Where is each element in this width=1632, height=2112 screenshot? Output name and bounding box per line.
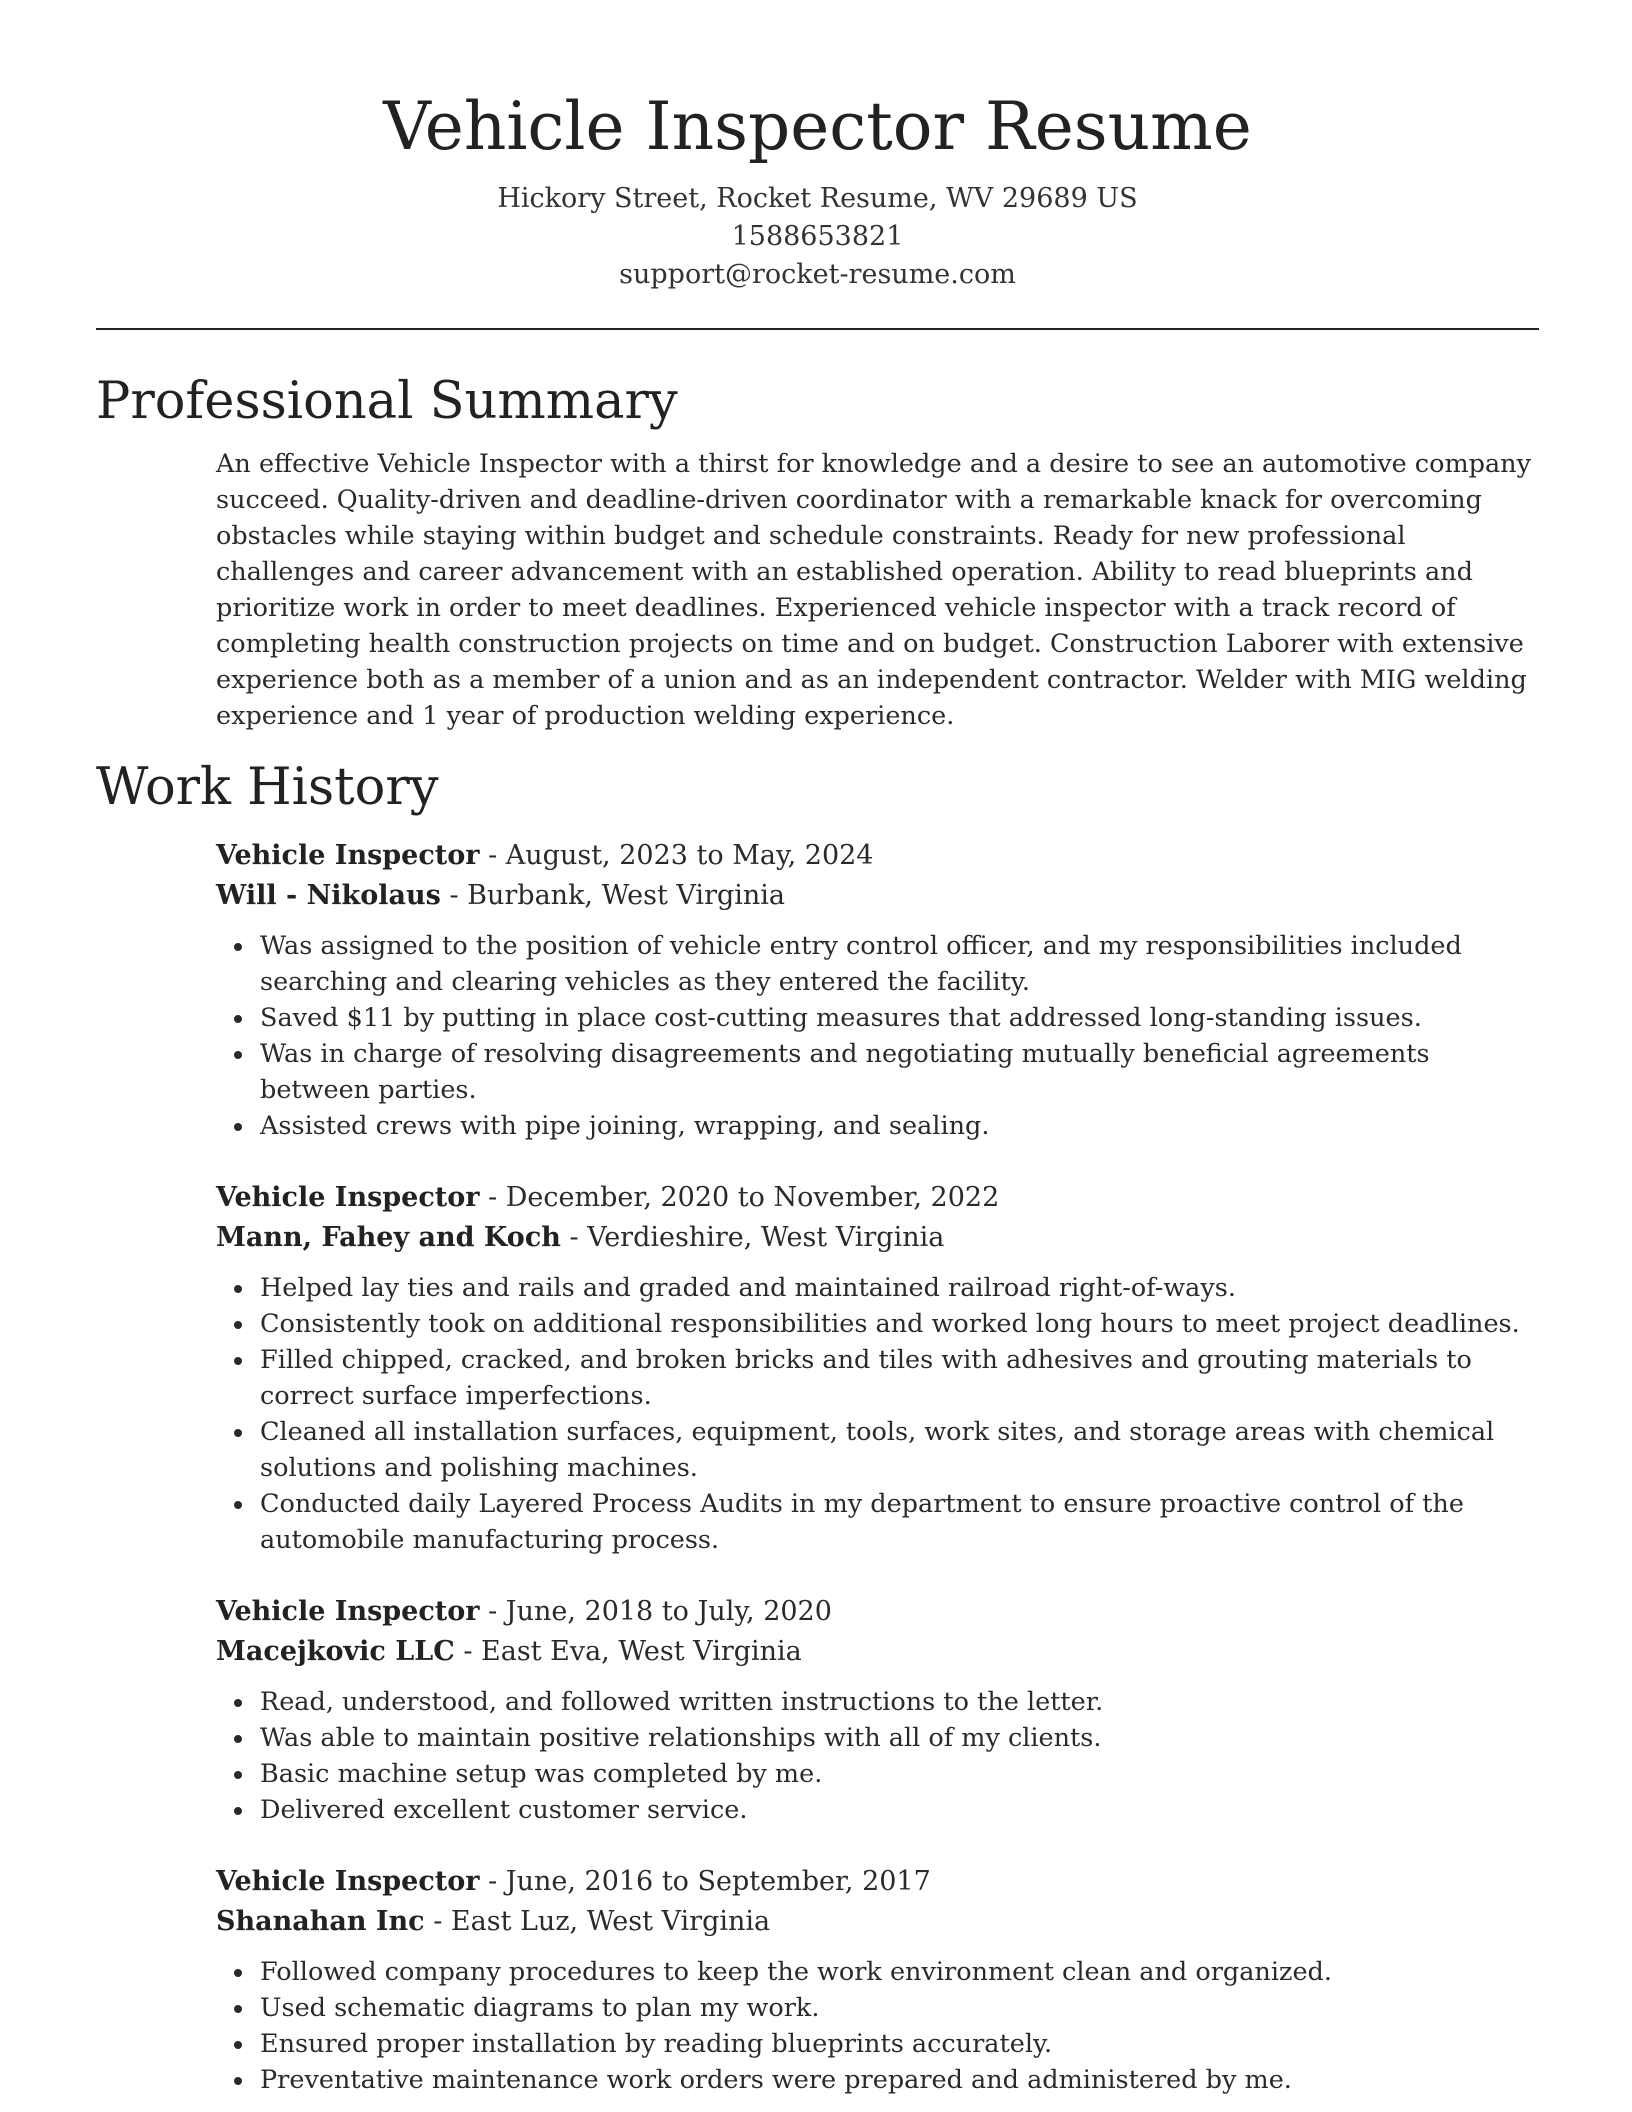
job-separator: - <box>479 1866 506 1897</box>
job-dates: June, 2016 to September, 2017 <box>505 1866 931 1897</box>
job-role: Vehicle Inspector <box>216 1596 480 1627</box>
resume-page <box>96 0 1539 2098</box>
job-bullet: Helped lay ties and rails and graded and maintained railroad right-of-ways. <box>260 1270 1536 1306</box>
header-divider <box>96 328 1539 330</box>
job-title-line <box>216 836 1536 876</box>
work-history-heading: Work History <box>96 758 439 817</box>
job-bullet: Filled chipped, cracked, and broken bricks and tiles with adhesives and grouting materials to correct surface imperfections. <box>260 1342 1536 1414</box>
summary-section <box>216 446 1536 734</box>
job-bullet: Basic machine setup was completed by me. <box>260 1756 1536 1792</box>
summary-heading: Professional Summary <box>96 372 678 431</box>
job-location: Verdieshire, West Virginia <box>587 1222 945 1253</box>
job-company: Will - Nikolaus <box>216 880 441 911</box>
job-bullet: Ensured proper installation by reading blueprints accurately. <box>260 2026 1536 2062</box>
job-title-line <box>216 1862 1536 1902</box>
work-history-section <box>216 836 1536 2098</box>
job-title-line <box>216 1592 1536 1632</box>
job-separator: - <box>454 1636 482 1667</box>
job-company: Macejkovic LLC <box>216 1636 455 1667</box>
job-entry <box>216 1862 1536 2098</box>
summary-text: An effective Vehicle Inspector with a thirst for knowledge and a desire to see an automotive company succeed. Quality-driven and deadline-driven coordinator with a remarkable knack for overcoming obstacles while staying within budget and schedule constraints. Ready for new professional challenges and career advancement with an established operation. Ability to read blueprints and prioritize work in order to meet deadlines. Experienced vehicle inspector with a track record of completing health construction projects on time and on budget. Construction Laborer with extensive experience both as a member of a union and as an independent contractor. Welder with MIG welding experience and 1 year of production welding experience. <box>216 449 1531 731</box>
resume-header <box>96 0 1539 294</box>
job-entry <box>216 1592 1536 1828</box>
job-separator: - <box>560 1222 588 1253</box>
job-dates: December, 2020 to November, 2022 <box>505 1182 1000 1213</box>
job-bullet: Preventative maintenance work orders were prepared and administered by me. <box>260 2062 1536 2098</box>
job-bullet: Delivered excellent customer service. <box>260 1792 1536 1828</box>
job-separator: - <box>424 1906 451 1937</box>
job-bullet: Saved $11 by putting in place cost-cutting measures that addressed long-standing issues. <box>260 1000 1536 1036</box>
job-bullet: Cleaned all installation surfaces, equipment, tools, work sites, and storage areas with chemical solutions and polishing machines. <box>260 1414 1536 1486</box>
job-dates: June, 2018 to July, 2020 <box>505 1596 832 1627</box>
job-bullet: Followed company procedures to keep the work environment clean and organized. <box>260 1954 1536 1990</box>
job-bullet: Conducted daily Layered Process Audits in my department to ensure proactive control of the automobile manufacturing process. <box>260 1486 1536 1558</box>
job-entry <box>216 836 1536 1144</box>
job-company: Mann, Fahey and Koch <box>216 1222 561 1253</box>
job-company: Shanahan Inc <box>216 1906 425 1937</box>
contact-phone: 1588653821 <box>731 221 904 252</box>
job-bullet: Was assigned to the position of vehicle entry control officer, and my responsibilities included searching and clearing vehicles as they entered the facility. <box>260 928 1536 1000</box>
job-location: Burbank, West Virginia <box>467 880 786 911</box>
job-company-line <box>216 1902 1536 1942</box>
job-separator: - <box>479 1596 506 1627</box>
contact-email: support@rocket-resume.com <box>619 259 1016 290</box>
job-bullets <box>216 1270 1536 1558</box>
resume-title: Vehicle Inspector Resume <box>383 88 1252 165</box>
job-bullet: Was able to maintain positive relationships with all of my clients. <box>260 1720 1536 1756</box>
job-bullet: Read, understood, and followed written instructions to the letter. <box>260 1684 1536 1720</box>
job-location: East Eva, West Virginia <box>481 1636 802 1667</box>
job-separator: - <box>440 880 468 911</box>
job-bullet: Was in charge of resolving disagreements and negotiating mutually beneficial agreements between parties. <box>260 1036 1536 1108</box>
job-bullet: Assisted crews with pipe joining, wrapping, and sealing. <box>260 1108 1536 1144</box>
job-entry <box>216 1178 1536 1558</box>
contact-address: Hickory Street, Rocket Resume, WV 29689 US <box>497 183 1138 214</box>
job-separator: - <box>479 840 506 871</box>
job-bullet: Used schematic diagrams to plan my work. <box>260 1990 1536 2026</box>
job-bullets <box>216 928 1536 1144</box>
job-role: Vehicle Inspector <box>216 1866 480 1897</box>
job-role: Vehicle Inspector <box>216 840 480 871</box>
job-separator: - <box>479 1182 506 1213</box>
job-bullets <box>216 1954 1536 2098</box>
job-company-line <box>216 1218 1536 1258</box>
job-location: East Luz, West Virginia <box>450 1906 771 1937</box>
job-title-line <box>216 1178 1536 1218</box>
job-company-line <box>216 876 1536 916</box>
job-company-line <box>216 1632 1536 1672</box>
job-bullets <box>216 1684 1536 1828</box>
contact-info <box>96 180 1539 294</box>
job-dates: August, 2023 to May, 2024 <box>505 840 874 871</box>
job-role: Vehicle Inspector <box>216 1182 480 1213</box>
job-bullet: Consistently took on additional responsibilities and worked long hours to meet project deadlines. <box>260 1306 1536 1342</box>
